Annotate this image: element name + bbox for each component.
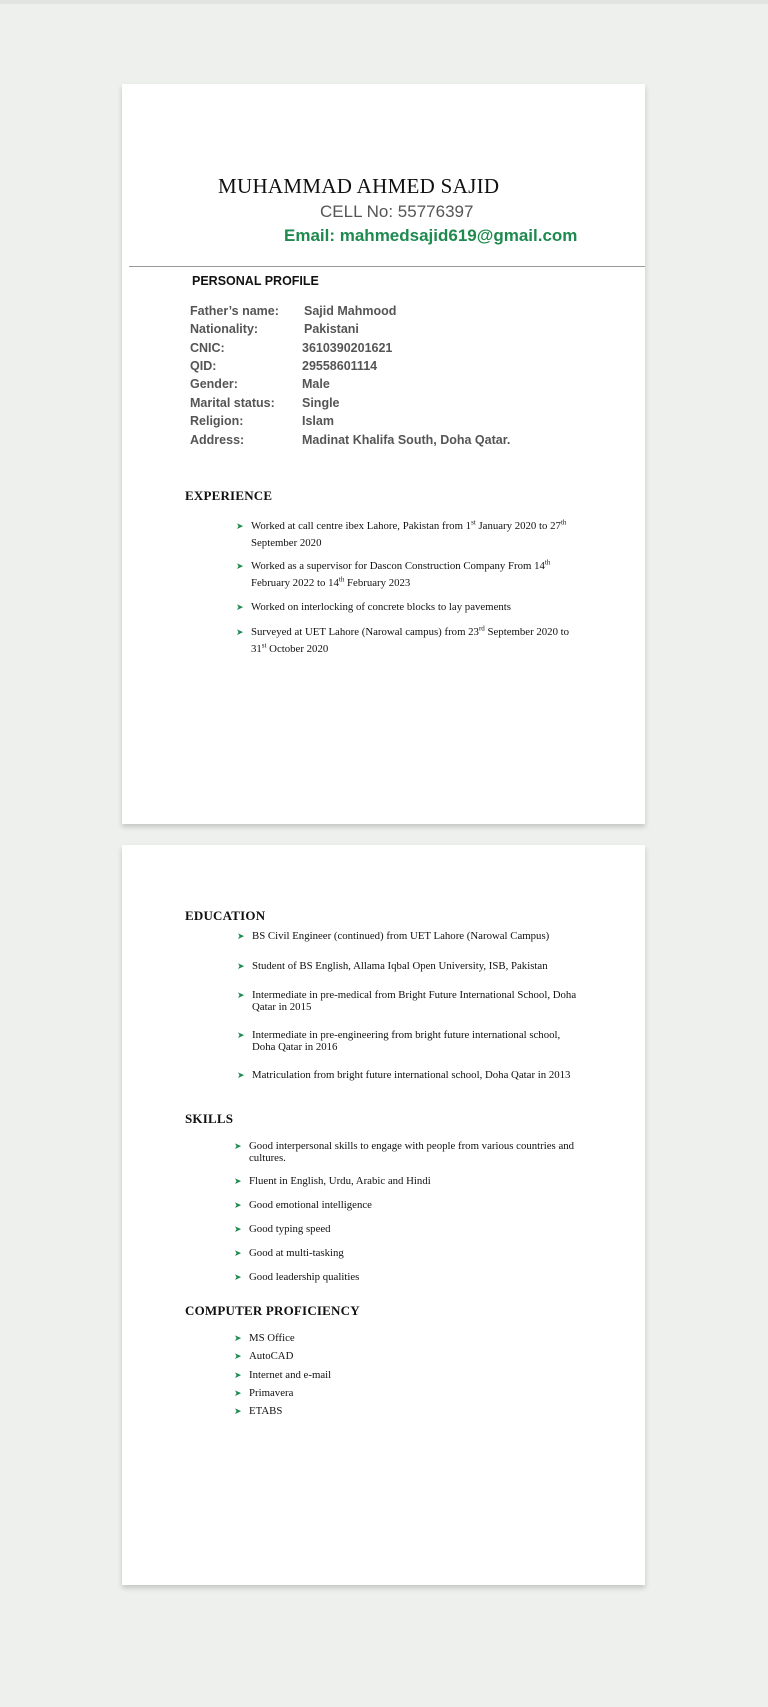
- profile-label: Religion:: [190, 414, 244, 428]
- profile-label: Marital status:: [190, 396, 275, 410]
- education-item: ➤ Intermediate in pre-medical from Bright Future International School, Doha Qatar in 2015: [237, 989, 577, 1013]
- computer-proficiency-heading: COMPUTER PROFICIENCY: [185, 1303, 360, 1318]
- profile-value: Sajid Mahmood: [304, 304, 397, 318]
- experience-heading: EXPERIENCE: [185, 488, 273, 503]
- arrowhead-bullet-icon: ➤: [234, 1351, 242, 1361]
- profile-label: CNIC:: [190, 341, 225, 355]
- profile-label: Father’s name:: [190, 304, 279, 318]
- education-item: ➤ Student of BS English, Allama Iqbal Open University, ISB, Pakistan: [237, 960, 548, 972]
- profile-label: QID:: [190, 359, 217, 373]
- computer-skill-item: ➤ AutoCAD: [234, 1350, 294, 1362]
- computer-skill-item: ➤ Internet and e-mail: [234, 1369, 332, 1381]
- document-page-2: [122, 845, 645, 1585]
- arrowhead-bullet-icon: ➤: [234, 1406, 242, 1416]
- skill-item: ➤ Good leadership qualities: [234, 1271, 360, 1283]
- computer-skill-item: ➤ Primavera: [234, 1387, 294, 1399]
- arrowhead-bullet-icon: ➤: [234, 1200, 242, 1210]
- skill-item: ➤ Good interpersonal skills to engage with people from various countries and cultures.: [234, 1140, 575, 1164]
- arrowhead-bullet-icon: ➤: [237, 990, 245, 1000]
- experience-item: ➤ Worked on interlocking of concrete blocks to lay pavements: [251, 599, 581, 616]
- computer-skill-item: ➤ MS Office: [234, 1332, 295, 1344]
- arrowhead-bullet-icon: ➤: [237, 961, 245, 971]
- skill-item: ➤ Good emotional intelligence: [234, 1199, 372, 1211]
- viewer-top-bar: [0, 0, 768, 4]
- profile-value: 3610390201621: [302, 341, 393, 355]
- arrowhead-bullet-icon: ➤: [234, 1370, 242, 1380]
- profile-label: Nationality:: [190, 322, 259, 336]
- arrowhead-bullet-icon: ➤: [234, 1176, 242, 1186]
- profile-label: Gender:: [190, 377, 238, 391]
- profile-value: 29558601114: [302, 359, 378, 373]
- arrowhead-bullet-icon: ➤: [237, 1070, 245, 1080]
- arrowhead-bullet-icon: ➤: [234, 1224, 242, 1234]
- education-heading: EDUCATION: [185, 908, 266, 923]
- education-item: ➤ Matriculation from bright future international school, Doha Qatar in 2013: [237, 1069, 571, 1081]
- experience-item: ➤ Surveyed at UET Lahore (Narowal campus) from 23rd September 2020 to 31st October 2020: [236, 624, 570, 655]
- arrowhead-bullet-icon: ➤: [237, 931, 245, 941]
- arrowhead-bullet-icon: ➤: [236, 627, 244, 637]
- email-address: Email: mahmedsajid619@gmail.com: [284, 226, 578, 245]
- arrowhead-bullet-icon: ➤: [234, 1141, 242, 1151]
- arrowhead-bullet-icon: ➤: [234, 1248, 242, 1258]
- experience-item: ➤ Worked at call centre ibex Lahore, Pakistan from 1st January 2020 to 27th September 2020: [236, 518, 567, 549]
- education-item: ➤ Intermediate in pre-engineering from bright future international school, Doha Qatar in 2016: [237, 1029, 561, 1053]
- skill-item: ➤ Good at multi-tasking: [234, 1247, 344, 1259]
- arrowhead-bullet-icon: ➤: [234, 1388, 242, 1398]
- experience-item: ➤ Worked as a supervisor for Dascon Construction Company From 14th February 2022 to 14th February 2023: [236, 558, 551, 589]
- profile-value: Islam: [302, 414, 334, 428]
- cell-number: CELL No: 55776397: [320, 202, 474, 221]
- arrowhead-bullet-icon: ➤: [234, 1272, 242, 1282]
- profile-value: Madinat Khalifa South, Doha Qatar.: [302, 433, 511, 447]
- profile-value: Single: [302, 396, 340, 410]
- profile-value: Male: [302, 377, 330, 391]
- profile-label: Address:: [190, 433, 245, 447]
- arrowhead-bullet-icon: ➤: [236, 602, 244, 612]
- arrowhead-bullet-icon: ➤: [234, 1333, 242, 1343]
- arrowhead-bullet-icon: ➤: [236, 561, 244, 571]
- personal-profile-heading: PERSONAL PROFILE: [192, 274, 319, 288]
- skills-heading: SKILLS: [185, 1111, 234, 1126]
- skill-item: ➤ Fluent in English, Urdu, Arabic and Hindi: [234, 1175, 431, 1187]
- skill-item: ➤ Good typing speed: [234, 1223, 331, 1235]
- document-page-1: [122, 84, 645, 824]
- education-item: ➤ BS Civil Engineer (continued) from UET Lahore (Narowal Campus): [237, 930, 550, 942]
- profile-value: Pakistani: [304, 322, 359, 336]
- header-divider: [129, 266, 645, 267]
- candidate-name: MUHAMMAD AHMED SAJID: [218, 174, 500, 198]
- arrowhead-bullet-icon: ➤: [236, 521, 244, 531]
- computer-skill-item: ➤ ETABS: [234, 1405, 283, 1417]
- arrowhead-bullet-icon: ➤: [237, 1030, 245, 1040]
